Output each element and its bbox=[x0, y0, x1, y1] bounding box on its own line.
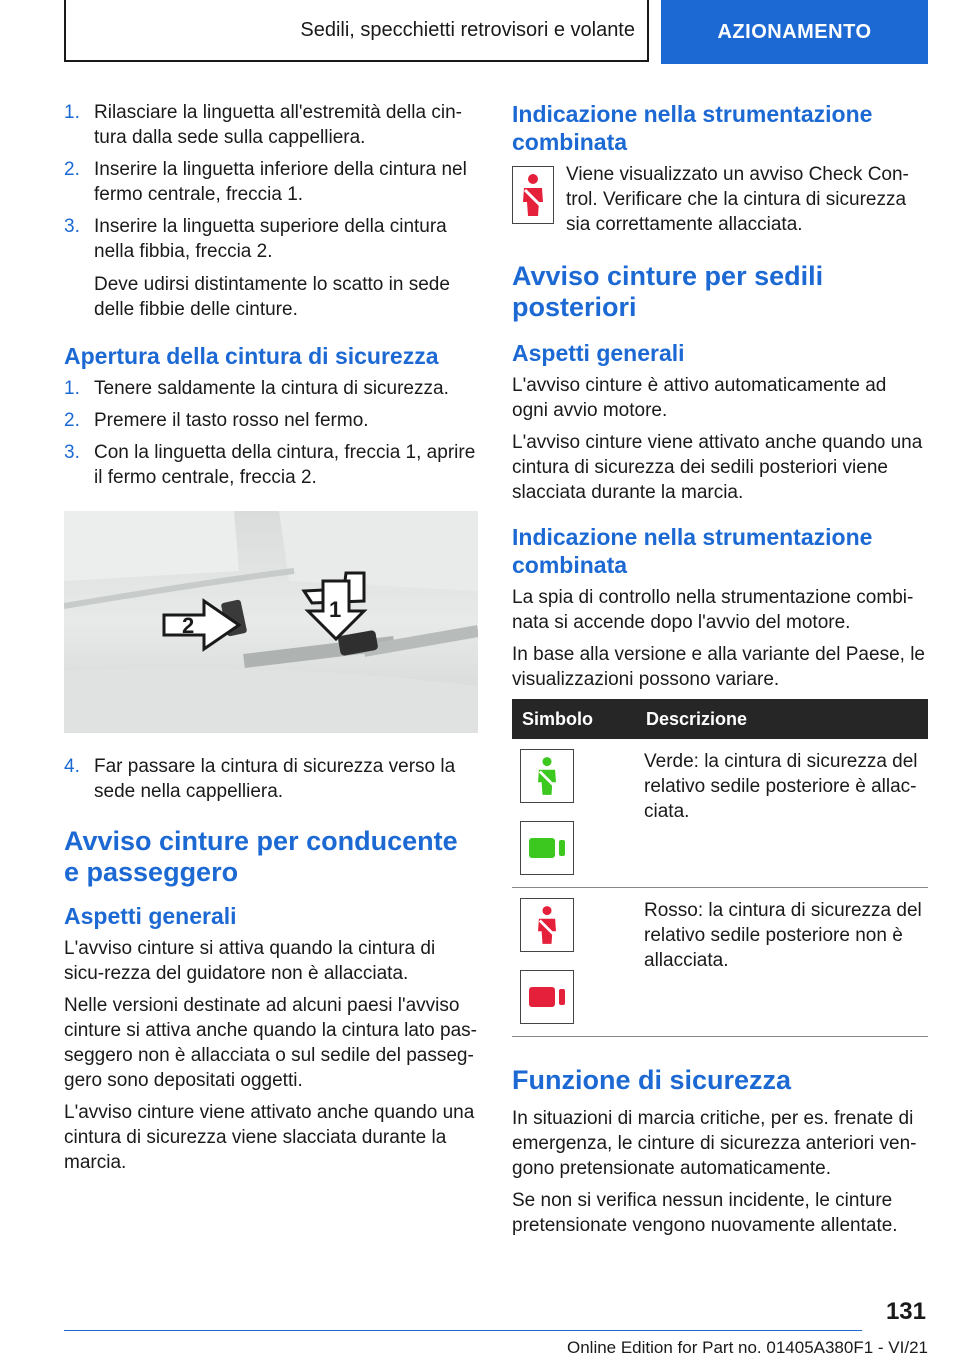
list-item bbox=[64, 408, 478, 433]
seatbelt-green-icon bbox=[520, 749, 574, 803]
paragraph: In situazioni di marcia critiche, per es. frenate di emergenza, le cinture di sicurezza anteriori ven-gono pretensionate automaticamente. bbox=[512, 1108, 917, 1179]
paragraph: La spia di controllo nella strumentazione combi-nata si accende dopo l'avvio del motore. bbox=[512, 587, 914, 633]
section-title: Sedili, specchietti retrovisori e volante bbox=[64, 0, 649, 62]
seatbelt-red-icon bbox=[520, 898, 574, 952]
step-text: Premere il tasto rosso nel fermo. bbox=[94, 410, 369, 431]
step-text: Rilasciare la linguetta all'estremità della cin-tura dalla sede sulla cappelliera. bbox=[94, 102, 462, 148]
arrow-1-label: 1 bbox=[329, 597, 342, 622]
paragraph: In base alla versione e alla variante del Paese, le visualizzazioni possono variare. bbox=[512, 644, 925, 690]
list-item bbox=[64, 754, 478, 804]
left-column bbox=[64, 100, 478, 1182]
page-header bbox=[64, 0, 928, 64]
rear-belt-heading: Avviso cinture per sedili posteriori bbox=[512, 261, 824, 322]
seatbelt-warning-icon bbox=[512, 166, 554, 224]
check-control-text: Viene visualizzato un avviso Check Con-trol. Verificare che la cintura di sicurezza sia correttamente allacciata. bbox=[566, 164, 909, 235]
list-item bbox=[64, 440, 478, 490]
step-number: 2. bbox=[64, 410, 80, 431]
column-header-description: Descrizione bbox=[636, 699, 928, 739]
arrow-2-label: 2 bbox=[182, 613, 195, 638]
safety-heading: Funzione di sicurezza bbox=[512, 1065, 792, 1095]
check-control-row bbox=[512, 162, 926, 237]
open-belt-heading: Apertura della cintura di sicurezza bbox=[64, 343, 439, 369]
step-number: 3. bbox=[64, 442, 80, 463]
step-number: 4. bbox=[64, 756, 80, 777]
page-number: 131 bbox=[885, 1298, 926, 1325]
symbol-table bbox=[512, 699, 928, 1037]
step-number: 3. bbox=[64, 216, 80, 237]
step-note: Deve udirsi distintamente lo scatto in sede delle fibbie delle cinture. bbox=[94, 274, 450, 320]
step-number: 2. bbox=[64, 159, 80, 180]
paragraph: Se non si verifica nessun incidente, le cinture pretensionate vengono nuovamente allentate. bbox=[512, 1190, 898, 1236]
list-item bbox=[64, 157, 478, 207]
paragraph: L'avviso cinture viene attivato anche quando una cintura di sicurezza viene slacciata durante la marcia. bbox=[64, 1102, 475, 1173]
seatbelt-buckle-photo bbox=[64, 511, 478, 733]
description-cell: Rosso: la cintura di sicurezza del relativo sedile posteriore non è allacciata. bbox=[636, 888, 928, 1037]
column-header-symbol: Simbolo bbox=[512, 699, 636, 739]
instrument-heading: Indicazione nella strumentazione combinata bbox=[512, 101, 873, 155]
fasten-steps bbox=[64, 100, 478, 322]
symbol-cell bbox=[512, 739, 636, 888]
step-number: 1. bbox=[64, 378, 80, 399]
table-header-row bbox=[512, 699, 928, 739]
right-column bbox=[512, 100, 926, 1245]
table-row bbox=[512, 888, 928, 1037]
footer-divider bbox=[64, 1330, 862, 1331]
instrument-heading: Indicazione nella strumentazione combinata bbox=[512, 524, 873, 578]
step-text: Far passare la cintura di sicurezza verso la sede nella cappelliera. bbox=[94, 756, 456, 802]
step-text: Con la linguetta della cintura, freccia 1, aprire il fermo centrale, freccia 2. bbox=[94, 442, 476, 488]
edition-text: Online Edition for Part no. 01405A380F1 - VI/21 bbox=[566, 1338, 928, 1357]
paragraph: L'avviso cinture viene attivato anche quando una cintura di sicurezza dei sedili posteriori viene slacciata durante la marcia. bbox=[512, 432, 923, 503]
driver-belt-heading: Avviso cinture per conducente e passeggero bbox=[64, 826, 458, 887]
rear-seat-red-icon bbox=[520, 970, 574, 1024]
step-number: 1. bbox=[64, 102, 80, 123]
step-text: Tenere saldamente la cintura di sicurezza. bbox=[94, 378, 449, 399]
paragraph: L'avviso cinture si attiva quando la cintura di sicu-rezza del guidatore non è allacciata. bbox=[64, 938, 436, 984]
list-item bbox=[64, 100, 478, 150]
paragraph: Nelle versioni destinate ad alcuni paesi l'avviso cinture si attiva anche quando la cintura lato pas-seggero non è allacciata o sul sedile del passeg-gero sono depositati oggetti. bbox=[64, 995, 477, 1091]
general-heading: Aspetti generali bbox=[64, 903, 237, 929]
general-heading: Aspetti generali bbox=[512, 340, 685, 366]
step-text: Inserire la linguetta superiore della cintura nella fibbia, freccia 2. bbox=[94, 216, 447, 262]
step-text: Inserire la linguetta inferiore della cintura nel fermo centrale, freccia 1. bbox=[94, 159, 467, 205]
description-cell: Verde: la cintura di sicurezza del relativo sedile posteriore è allac-ciata. bbox=[636, 739, 928, 888]
paragraph: L'avviso cinture è attivo automaticamente ad ogni avvio motore. bbox=[512, 375, 887, 421]
symbol-cell bbox=[512, 888, 636, 1037]
table-row bbox=[512, 739, 928, 888]
final-step bbox=[64, 754, 478, 804]
list-item bbox=[64, 214, 478, 322]
open-steps bbox=[64, 376, 478, 490]
chapter-tab[interactable]: AZIONAMENTO bbox=[661, 0, 928, 64]
list-item bbox=[64, 376, 478, 401]
rear-seat-green-icon bbox=[520, 821, 574, 875]
